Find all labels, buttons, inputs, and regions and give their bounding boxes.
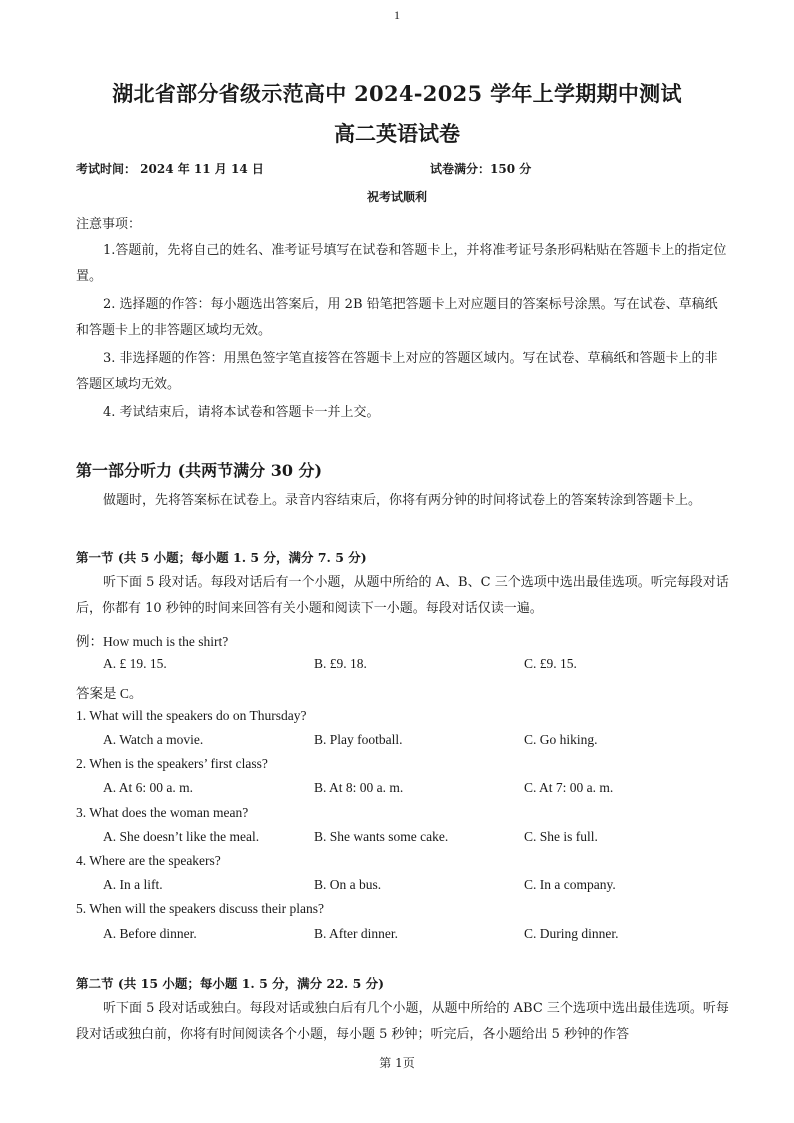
question-1-option-b: B. Play football. [314,732,403,747]
exam-title: 湖北省部分省级示范高中 2024-2025 学年上学期期中测试 [112,81,682,106]
section2-intro: 听下面 5 段对话或独白。每段对话或独白后有几个小题，从题中所给的 ABC 三个选项中选出最佳选项。听每段对话或独白前，你将有时间阅读各个小题，每小题 5 秒钟；听完后，各小题给出 5 秒钟的作答 [76,1001,729,1042]
question-3-option-a: A. She doesn’t like the meal. [103,829,260,844]
question-3-option-b: B. She wants some cake. [314,829,449,844]
full-score: 试卷满分：150 分 [430,162,532,176]
example-option-a: A. £ 19. 15. [103,656,167,671]
good-luck-note: 祝考试顺利 [366,190,427,204]
question-4-option-c: C. In a company. [524,877,616,892]
question-2-option-b: B. At 8: 00 a. m. [314,780,404,795]
question-2: 2. When is the speakers’ first class? [76,756,268,771]
part1-heading: 第一部分听力 (共两节满分 30 分) [76,461,323,480]
notice-heading: 注意事项： [76,217,142,232]
question-4: 4. Where are the speakers? [76,853,221,868]
exam-meta [76,160,726,177]
notice-item-4: 4. 考试结束后，请将本试卷和答题卡一并上交。 [103,405,380,420]
example-answer: 答案是 C。 [76,686,143,701]
notice-item-1: 1.答题前，先将自己的姓名、准考证号填写在试卷和答题卡上，并将准考证号条形码粘贴在答题卡上的指定位置。 [76,243,727,284]
question-5-option-c: C. During dinner. [524,926,619,941]
question-2-option-c: C. At 7: 00 a. m. [524,780,614,795]
exam-subtitle: 高二英语试卷 [334,121,460,146]
notice-item-2: 2. 选择题的作答：每小题选出答案后，用 2B 铅笔把答题卡上对应题目的答案标号涂黑。写在试卷、草稿纸和答题卡上的非答题区域均无效。 [76,297,718,338]
question-5-option-a: A. Before dinner. [103,926,197,941]
question-1: 1. What will the speakers do on Thursday? [76,708,307,723]
part1-intro: 做题时，先将答案标在试卷上。录音内容结束后，你将有两分钟的时间将试卷上的答案转涂到答题卡上。 [103,493,702,508]
example-option-c: C. £9. 15. [524,656,577,671]
question-4-option-a: A. In a lift. [103,877,163,892]
question-5-option-b: B. After dinner. [314,926,398,941]
section1-intro: 听下面 5 段对话。每段对话后有一个小题，从题中所给的 A、B、C 三个选项中选出最佳选项。听完每段对话后，你都有 10 秒钟的时间来回答有关小题和阅读下一小题。每段对话仅读一遍。 [76,575,729,616]
notice-item-3: 3. 非选择题的作答：用黑色签字笔直接答在答题卡上对应的答题区域内。写在试卷、草稿纸和答题卡上的非答题区域均无效。 [76,351,718,392]
question-1-option-c: C. Go hiking. [524,732,598,747]
example-option-b: B. £9. 18. [314,656,367,671]
section2-heading: 第二节 (共 15 小题；每小题 1. 5 分，满分 22. 5 分) [76,976,385,991]
question-5: 5. When will the speakers discuss their plans? [76,901,324,916]
top-page-number: 1 [394,8,400,22]
question-2-option-a: A. At 6: 00 a. m. [103,780,193,795]
example-question: 例：How much is the shirt? [76,634,229,649]
question-3: 3. What does the woman mean? [76,805,249,820]
exam-time: 考试时间： 2024 年 11 月 14 日 [76,162,264,176]
question-3-option-c: C. She is full. [524,829,598,844]
question-1-option-a: A. Watch a movie. [103,732,204,747]
section1-heading: 第一节 (共 5 小题；每小题 1. 5 分，满分 7. 5 分) [76,550,367,565]
page-footer: 第 1页 [379,1056,415,1070]
question-4-option-b: B. On a bus. [314,877,382,892]
